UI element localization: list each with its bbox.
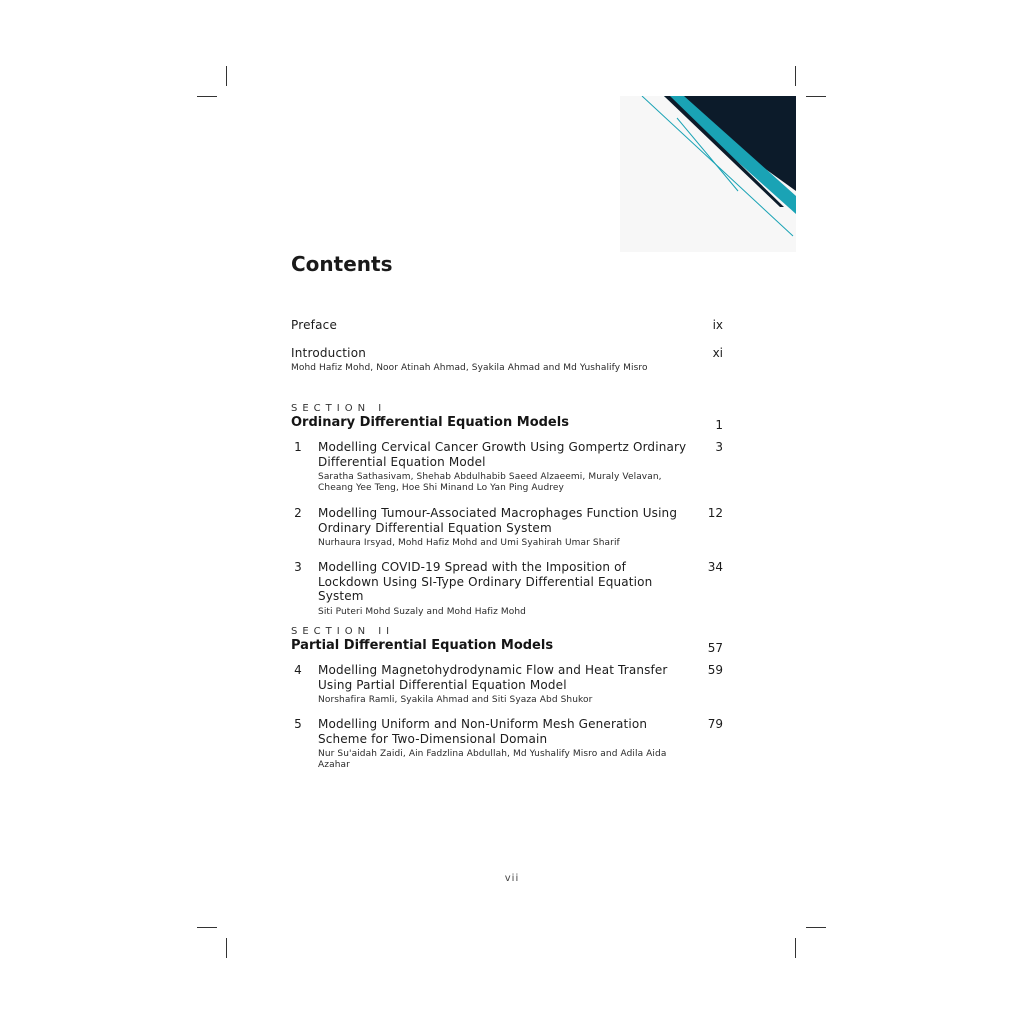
toc-entry-introduction[interactable] bbox=[291, 346, 723, 374]
chapter-title: Modelling Tumour-Associated Macrophages Function Using Ordinary Differential Equation System bbox=[318, 506, 678, 535]
toc-chapter-3[interactable] bbox=[291, 560, 723, 618]
section-title: Partial Differential Equation Models bbox=[291, 638, 554, 653]
crop-mark-top-right-vertical bbox=[795, 66, 796, 86]
toc-entry-preface[interactable] bbox=[291, 318, 723, 332]
section-title: Ordinary Differential Equation Models bbox=[291, 415, 569, 430]
chapter-number: 4 bbox=[294, 663, 302, 677]
page-title: Contents bbox=[291, 252, 393, 276]
crop-mark-bottom-left-vertical bbox=[226, 938, 227, 958]
crop-mark-bottom-right-vertical bbox=[795, 938, 796, 958]
toc-entry-authors: Mohd Hafiz Mohd, Noor Atinah Ahmad, Syakila Ahmad and Md Yushalify Misro bbox=[291, 363, 648, 373]
chapter-number: 1 bbox=[294, 440, 302, 454]
section-page: 57 bbox=[707, 641, 723, 655]
chapter-page: 3 bbox=[715, 440, 723, 454]
crop-mark-bottom-right-horizontal bbox=[806, 927, 826, 928]
toc-entry-page: ix bbox=[712, 318, 723, 332]
chapter-title: Modelling Uniform and Non-Uniform Mesh Generation Scheme for Two-Dimensional Domain bbox=[318, 717, 648, 746]
chapter-number: 5 bbox=[294, 717, 302, 731]
chapter-number: 2 bbox=[294, 506, 302, 520]
section-page: 1 bbox=[715, 418, 723, 432]
chapter-authors: Siti Puteri Mohd Suzaly and Mohd Hafiz Mohd bbox=[318, 606, 526, 617]
toc-entry-page: xi bbox=[712, 346, 723, 360]
crop-mark-top-right-horizontal bbox=[806, 96, 826, 97]
chapter-page: 59 bbox=[707, 663, 723, 677]
chapter-authors: Nur Su'aidah Zaidi, Ain Fadzlina Abdullah, Md Yushalify Misro and Adila Aida Azahar bbox=[318, 749, 667, 770]
chapter-page: 12 bbox=[707, 506, 723, 520]
page-folio: vii bbox=[504, 873, 520, 884]
crop-mark-top-left-horizontal bbox=[197, 96, 217, 97]
section-heading-2[interactable] bbox=[291, 626, 723, 653]
chapter-title: Modelling Cervical Cancer Growth Using Gompertz Ordinary Differential Equation Model bbox=[318, 440, 687, 469]
toc-entry-title: Introduction bbox=[291, 346, 367, 360]
corner-stripes-graphic bbox=[620, 96, 796, 252]
chapter-title: Modelling Magnetohydrodynamic Flow and Heat Transfer Using Partial Differential Equation Model bbox=[318, 663, 668, 692]
chapter-page: 34 bbox=[707, 560, 723, 574]
toc-chapter-4[interactable] bbox=[291, 663, 723, 706]
toc-chapter-1[interactable] bbox=[291, 440, 723, 494]
chapter-authors: Norshafira Ramli, Syakila Ahmad and Siti Syaza Abd Shukor bbox=[318, 695, 593, 705]
chapter-authors: Saratha Sathasivam, Shehab Abdulhabib Saeed Alzaeemi, Muraly Velavan, Cheang Yee Teng, Hoe Shi Minand Lo Yan Ping Audrey bbox=[318, 472, 662, 493]
chapter-number: 3 bbox=[294, 560, 302, 574]
chapter-title: Modelling COVID-19 Spread with the Imposition of Lockdown Using SI-Type Ordinary Differential Equation System bbox=[318, 560, 653, 603]
toc-chapter-5[interactable] bbox=[291, 717, 723, 771]
section-label: SECTION II bbox=[291, 626, 395, 637]
section-label: SECTION I bbox=[291, 403, 387, 414]
crop-mark-bottom-left-horizontal bbox=[197, 927, 217, 928]
toc-entry-title: Preface bbox=[291, 318, 338, 332]
toc-chapter-2[interactable] bbox=[291, 506, 723, 549]
section-heading-1[interactable] bbox=[291, 403, 723, 430]
chapter-authors: Nurhaura Irsyad, Mohd Hafiz Mohd and Umi Syahirah Umar Sharif bbox=[318, 538, 620, 548]
chapter-page: 79 bbox=[707, 717, 723, 731]
crop-mark-top-left-vertical bbox=[226, 66, 227, 86]
